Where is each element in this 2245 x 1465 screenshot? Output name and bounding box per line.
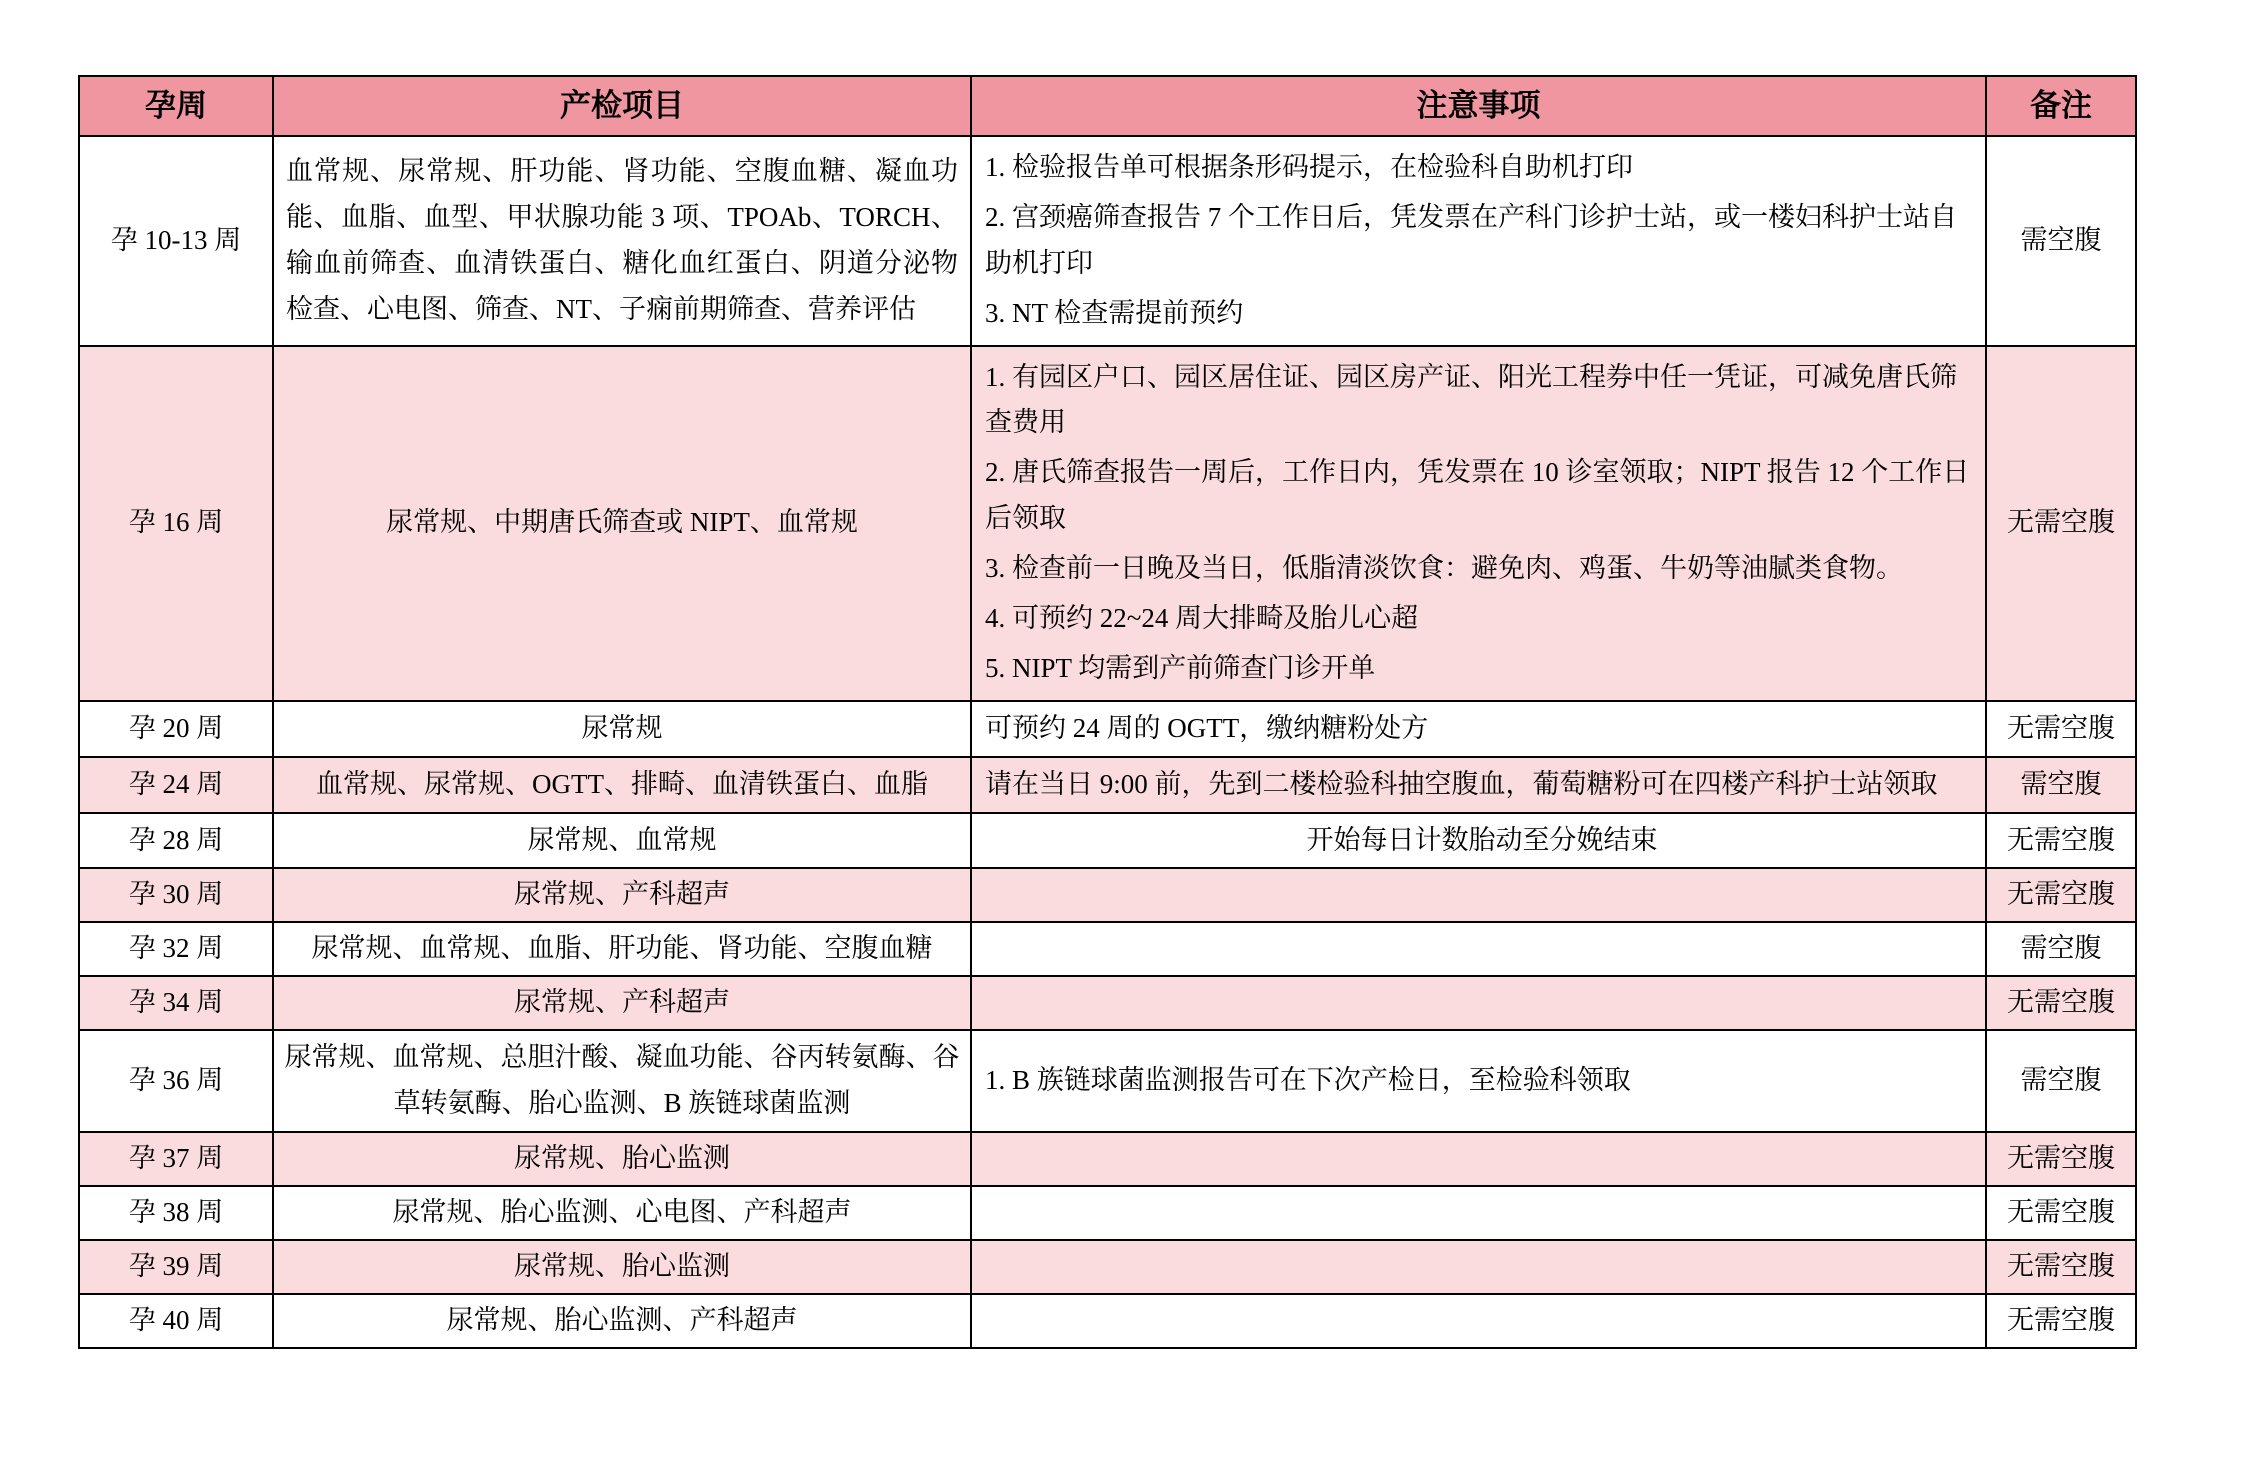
note-item: 4. 可预约 22~24 周大排畸及胎儿心超 — [985, 603, 1419, 634]
table-header-row — [79, 76, 2136, 136]
remark-cell: 无需空腹 — [1986, 1294, 2136, 1348]
notes-cell: 请在当日 9:00 前，先到二楼检验科抽空腹血，葡萄糖粉可在四楼产科护士站领取 — [971, 757, 1986, 813]
notes-cell: 可预约 24 周的 OGTT，缴纳糖粉处方 — [971, 701, 1986, 757]
week-cell: 孕 28 周 — [79, 813, 273, 869]
week-cell: 孕 10-13 周 — [79, 136, 273, 346]
week-cell: 孕 38 周 — [79, 1186, 273, 1240]
week-cell: 孕 20 周 — [79, 701, 273, 757]
notes-cell — [971, 922, 1986, 976]
week-cell: 孕 36 周 — [79, 1030, 273, 1132]
week-cell: 孕 40 周 — [79, 1294, 273, 1348]
items-cell: 尿常规、血常规 — [273, 813, 971, 869]
notes-cell — [971, 1294, 1986, 1348]
remark-cell: 需空腹 — [1986, 1030, 2136, 1132]
table-row-week-16 — [79, 346, 2136, 701]
notes-cell — [971, 868, 1986, 922]
week-cell: 孕 32 周 — [79, 922, 273, 976]
items-cell: 尿常规、产科超声 — [273, 976, 971, 1030]
notes-cell — [971, 136, 1986, 346]
table-row-week-28 — [79, 813, 2136, 869]
remark-cell: 无需空腹 — [1986, 1240, 2136, 1294]
week-cell: 孕 37 周 — [79, 1132, 273, 1186]
notes-cell — [971, 976, 1986, 1030]
items-cell: 尿常规、血常规、总胆汁酸、凝血功能、谷丙转氨酶、谷草转氨酶、胎心监测、B 族链球菌监测 — [273, 1030, 971, 1132]
items-cell: 血常规、尿常规、OGTT、排畸、血清铁蛋白、血脂 — [273, 757, 971, 813]
items-cell: 尿常规、胎心监测 — [273, 1132, 971, 1186]
week-cell: 孕 24 周 — [79, 757, 273, 813]
notes-cell: 开始每日计数胎动至分娩结束 — [971, 813, 1986, 869]
week-cell: 孕 39 周 — [79, 1240, 273, 1294]
prenatal-checkup-table — [78, 75, 2137, 1349]
items-cell: 尿常规、中期唐氏筛查或 NIPT、血常规 — [273, 346, 971, 701]
week-cell: 孕 30 周 — [79, 868, 273, 922]
header-cell-week: 孕周 — [79, 76, 273, 136]
note-item: 1. 有园区户口、园区居住证、园区房产证、阳光工程券中任一凭证，可减免唐氏筛查费用 — [985, 361, 1957, 438]
note-item: 1. 检验报告单可根据条形码提示，在检验科自助机打印 — [985, 152, 1633, 182]
notes-cell — [971, 1186, 1986, 1240]
note-item: 5. NIPT 均需到产前筛查门诊开单 — [985, 652, 1376, 683]
remark-cell: 需空腹 — [1986, 922, 2136, 976]
items-cell: 尿常规、产科超声 — [273, 868, 971, 922]
note-item: 2. 唐氏筛查报告一周后，工作日内，凭发票在 10 诊室领取；NIPT 报告 12 个工作日后领取 — [985, 457, 1970, 534]
header-cell-items: 产检项目 — [273, 76, 971, 136]
remark-cell: 无需空腹 — [1986, 346, 2136, 701]
week-cell: 孕 16 周 — [79, 346, 273, 701]
note-item: 1. B 族链球菌监测报告可在下次产检日，至检验科领取 — [985, 1065, 1631, 1096]
table-row-week-24 — [79, 757, 2136, 813]
week-cell: 孕 34 周 — [79, 976, 273, 1030]
remark-cell: 无需空腹 — [1986, 1186, 2136, 1240]
items-cell: 尿常规、血常规、血脂、肝功能、肾功能、空腹血糖 — [273, 922, 971, 976]
prenatal-checkup-schedule-sheet — [78, 75, 2137, 1349]
items-cell: 尿常规、胎心监测 — [273, 1240, 971, 1294]
table-row-week-20 — [79, 701, 2136, 757]
table-row-week-10-13 — [79, 136, 2136, 346]
remark-cell: 需空腹 — [1986, 136, 2136, 346]
remark-cell: 无需空腹 — [1986, 976, 2136, 1030]
items-cell: 尿常规、胎心监测、产科超声 — [273, 1294, 971, 1348]
items-cell: 尿常规 — [273, 701, 971, 757]
notes-cell — [971, 346, 1986, 701]
notes-cell — [971, 1030, 1986, 1132]
table-row-week-37 — [79, 1132, 2136, 1186]
notes-cell — [971, 1132, 1986, 1186]
table-row-week-40 — [79, 1294, 2136, 1348]
items-cell: 血常规、尿常规、肝功能、肾功能、空腹血糖、凝血功能、血脂、血型、甲状腺功能 3 项、TPOAb、TORCH、输血前筛查、血清铁蛋白、糖化血红蛋白、阴道分泌物检查、心电图、筛查、NT、子痫前期筛查、营养评估 — [273, 136, 971, 346]
remark-cell: 无需空腹 — [1986, 868, 2136, 922]
table-row-week-36 — [79, 1030, 2136, 1132]
header-cell-notes: 注意事项 — [971, 76, 1986, 136]
header-cell-remark: 备注 — [1986, 76, 2136, 136]
table-row-week-38 — [79, 1186, 2136, 1240]
remark-cell: 无需空腹 — [1986, 1132, 2136, 1186]
notes-cell — [971, 1240, 1986, 1294]
remark-cell: 需空腹 — [1986, 757, 2136, 813]
table-row-week-39 — [79, 1240, 2136, 1294]
remark-cell: 无需空腹 — [1986, 701, 2136, 757]
note-item: 2. 宫颈癌筛查报告 7 个工作日后，凭发票在产科门诊护士站，或一楼妇科护士站自助机打印 — [985, 201, 1957, 278]
table-row-week-30 — [79, 868, 2136, 922]
table-row-week-34 — [79, 976, 2136, 1030]
table-row-week-32 — [79, 922, 2136, 976]
note-item: 3. 检查前一日晚及当日，低脂清淡饮食：避免肉、鸡蛋、牛奶等油腻类食物。 — [985, 553, 1903, 584]
items-cell: 尿常规、胎心监测、心电图、产科超声 — [273, 1186, 971, 1240]
note-item: 3. NT 检查需提前预约 — [985, 297, 1244, 328]
remark-cell: 无需空腹 — [1986, 813, 2136, 869]
